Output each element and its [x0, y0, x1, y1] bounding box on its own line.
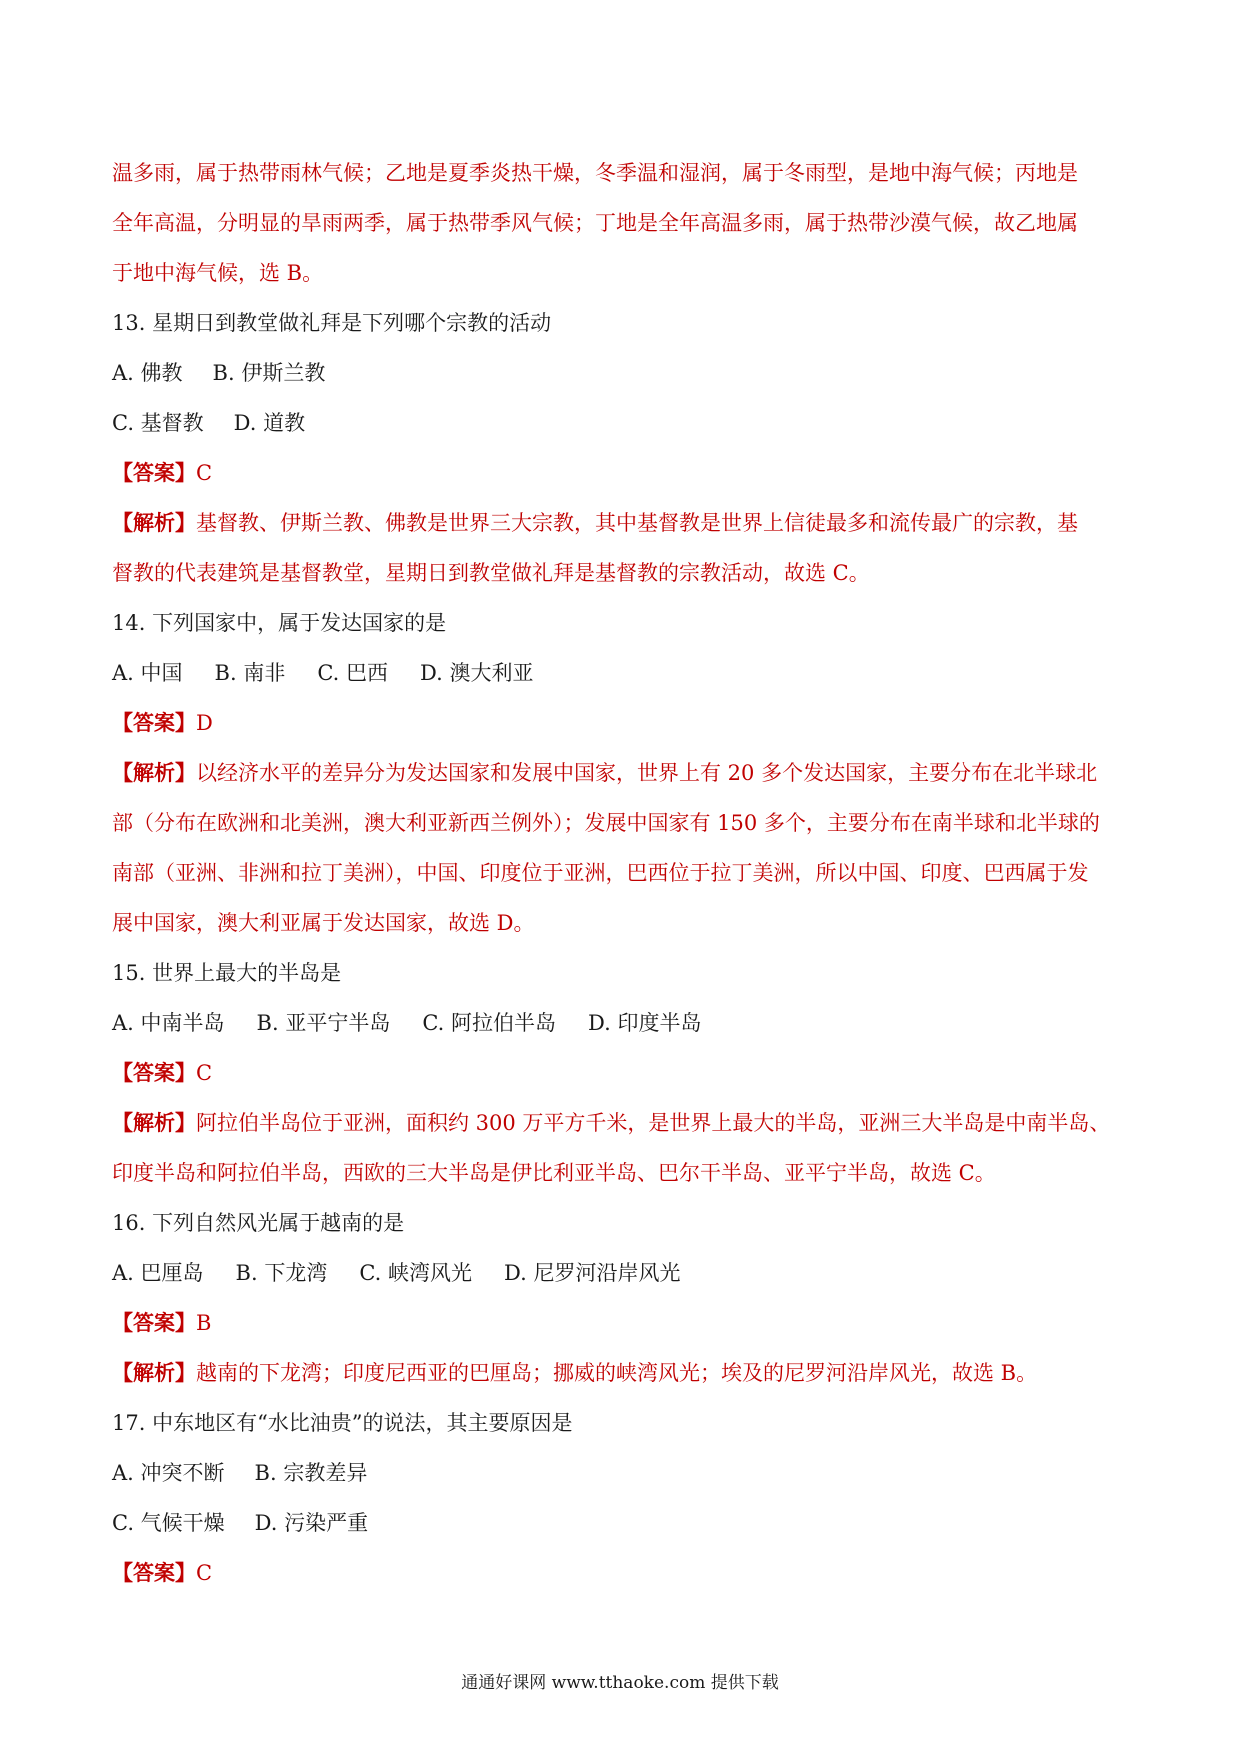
answer-tag: 【答案】 — [112, 460, 196, 485]
answer-option: A. 佛教 — [112, 361, 183, 385]
analysis-text: 越南的下龙湾；印度尼西亚的巴厘岛；挪威的峡湾风光；埃及的尼罗河沿岸风光，故选 B。 — [196, 1361, 1038, 1385]
answer-option: B. 亚平宁半岛 — [256, 1011, 391, 1035]
option-row — [112, 1448, 1130, 1498]
answer-option: D. 印度半岛 — [588, 1011, 702, 1035]
answer-tag: 【答案】 — [112, 710, 196, 735]
answer-option: C. 巴西 — [317, 661, 388, 685]
analysis-line — [112, 898, 1130, 948]
question-list — [112, 298, 1130, 1598]
answer-tag: 【答案】 — [112, 1560, 196, 1585]
question-stem: 15. 世界上最大的半岛是 — [112, 961, 342, 985]
analysis-line — [112, 498, 1130, 548]
analysis-tag: 【解析】 — [112, 1360, 196, 1385]
answer-value: C — [196, 461, 213, 485]
document-page — [112, 148, 1130, 1598]
answer-option: A. 中南半岛 — [112, 1011, 225, 1035]
analysis-text: 以经济水平的差异分为发达国家和发展中国家，世界上有 20 多个发达国家，主要分布在北半球北 — [196, 761, 1098, 785]
answer-line — [112, 448, 1130, 498]
analysis-text: 阿拉伯半岛位于亚洲，面积约 300 万平方千米，是世界上最大的半岛，亚洲三大半岛是中南半岛、 — [196, 1111, 1111, 1135]
page-footer: 通通好课网 www.tthaoke.com 提供下载 — [461, 1673, 779, 1693]
analysis-line — [112, 748, 1130, 798]
analysis-line — [112, 1148, 1130, 1198]
answer-line — [112, 698, 1130, 748]
answer-value: D — [196, 711, 213, 735]
option-row — [112, 998, 1130, 1048]
analysis-text: 基督教、伊斯兰教、佛教是世界三大宗教，其中基督教是世界上信徒最多和流传最广的宗教，基 — [196, 511, 1078, 535]
option-row — [112, 1248, 1130, 1298]
analysis-line — [112, 1348, 1130, 1398]
question-stem: 14. 下列国家中，属于发达国家的是 — [112, 611, 447, 635]
question-block — [112, 598, 1130, 948]
answer-line — [112, 1048, 1130, 1098]
answer-option: B. 南非 — [214, 661, 286, 685]
analysis-text: 南部（亚洲、非洲和拉丁美洲），中国、印度位于亚洲，巴西位于拉丁美洲，所以中国、印度、巴西属于发 — [112, 861, 1089, 885]
analysis-continuation-line: 于地中海气候，选 B。 — [112, 261, 324, 285]
option-row — [112, 1498, 1130, 1548]
question-block — [112, 948, 1130, 1198]
question-stem: 16. 下列自然风光属于越南的是 — [112, 1211, 405, 1235]
question-block — [112, 298, 1130, 598]
option-row — [112, 348, 1130, 398]
answer-option: A. 中国 — [112, 661, 183, 685]
analysis-text: 部（分布在欧洲和北美洲，澳大利亚新西兰例外）；发展中国家有 150 多个，主要分布在南半球和北半球的 — [112, 811, 1100, 835]
answer-option: D. 尼罗河沿岸风光 — [504, 1261, 681, 1285]
answer-option: A. 冲突不断 — [112, 1461, 225, 1485]
analysis-continuation-line: 全年高温，分明显的旱雨两季，属于热带季风气候；丁地是全年高温多雨，属于热带沙漠气候，故乙地属 — [112, 211, 1078, 235]
answer-option: B. 伊斯兰教 — [212, 361, 326, 385]
answer-option: D. 污染严重 — [254, 1511, 369, 1535]
answer-value: B — [196, 1311, 212, 1335]
analysis-text: 印度半岛和阿拉伯半岛，西欧的三大半岛是伊比利亚半岛、巴尔干半岛、亚平宁半岛，故选 C。 — [112, 1161, 996, 1185]
answer-option: C. 气候干燥 — [112, 1511, 225, 1535]
question-block — [112, 1398, 1130, 1598]
answer-option: B. 宗教差异 — [254, 1461, 368, 1485]
analysis-tag: 【解析】 — [112, 760, 196, 785]
answer-line — [112, 1548, 1130, 1598]
question-stem: 17. 中东地区有“水比油贵”的说法，其主要原因是 — [112, 1411, 573, 1435]
answer-option: C. 基督教 — [112, 411, 204, 435]
analysis-text: 展中国家，澳大利亚属于发达国家，故选 D。 — [112, 911, 535, 935]
option-row — [112, 398, 1130, 448]
answer-option: C. 峡湾风光 — [359, 1261, 472, 1285]
analysis-tag: 【解析】 — [112, 510, 196, 535]
answer-option: C. 阿拉伯半岛 — [422, 1011, 556, 1035]
analysis-text: 督教的代表建筑是基督教堂，星期日到教堂做礼拜是基督教的宗教活动，故选 C。 — [112, 561, 870, 585]
answer-option: D. 澳大利亚 — [420, 661, 534, 685]
answer-option: D. 道教 — [233, 411, 306, 435]
analysis-line — [112, 848, 1130, 898]
answer-line — [112, 1298, 1130, 1348]
analysis-line — [112, 1098, 1130, 1148]
answer-option: B. 下龙湾 — [235, 1261, 328, 1285]
answer-option: A. 巴厘岛 — [112, 1261, 204, 1285]
question-stem: 13. 星期日到教堂做礼拜是下列哪个宗教的活动 — [112, 311, 552, 335]
question-block — [112, 1198, 1130, 1398]
analysis-tag: 【解析】 — [112, 1110, 196, 1135]
analysis-line — [112, 798, 1130, 848]
answer-value: C — [196, 1061, 213, 1085]
answer-tag: 【答案】 — [112, 1060, 196, 1085]
answer-tag: 【答案】 — [112, 1310, 196, 1335]
option-row — [112, 648, 1130, 698]
analysis-continuation-line: 温多雨，属于热带雨林气候；乙地是夏季炎热干燥，冬季温和湿润，属于冬雨型，是地中海气候；丙地是 — [112, 161, 1078, 185]
answer-value: C — [196, 1561, 213, 1585]
analysis-line — [112, 548, 1130, 598]
